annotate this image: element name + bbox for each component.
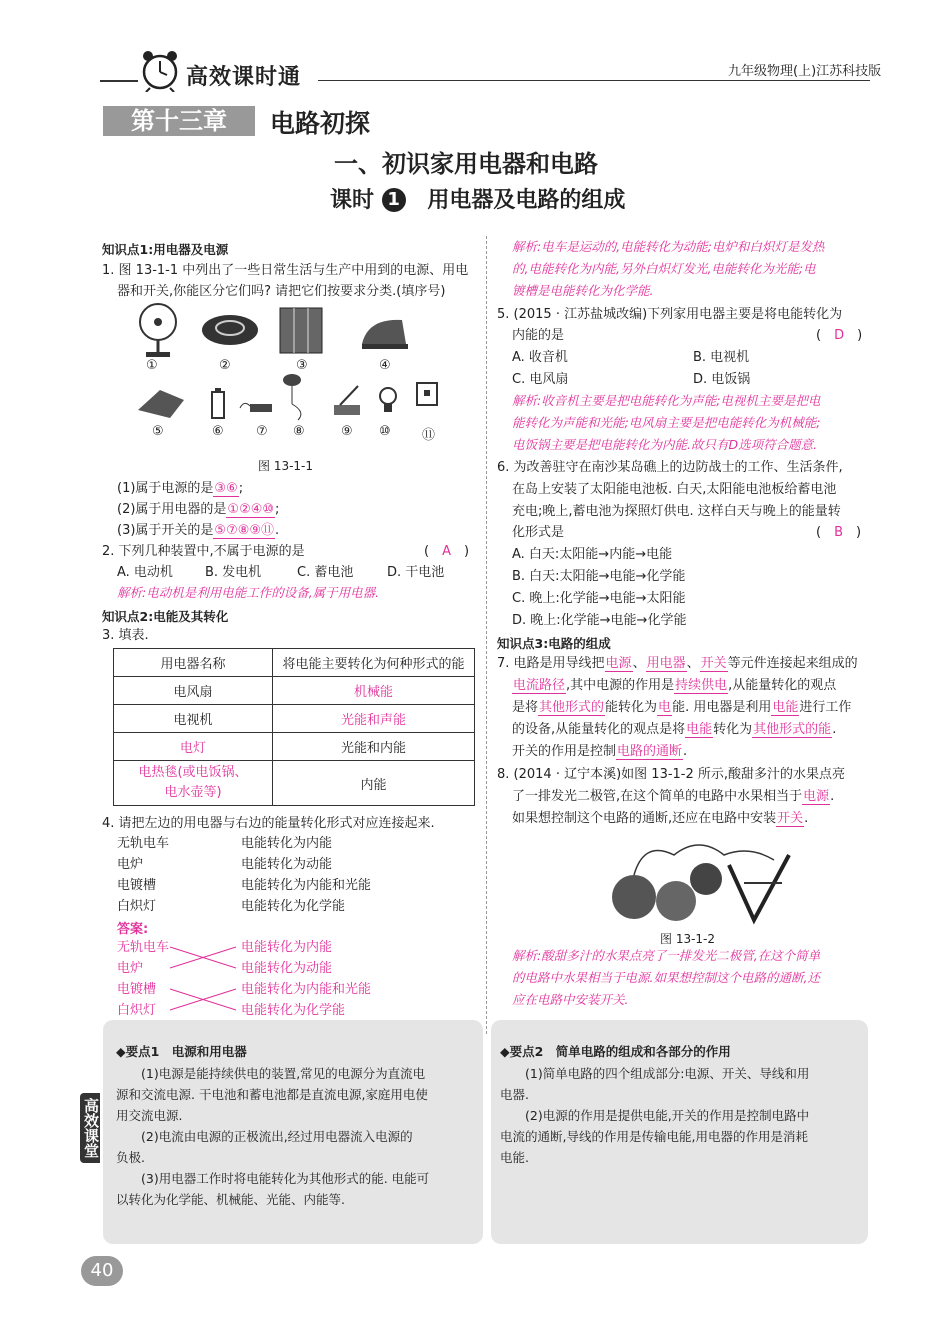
- figure-2-caption: 图 13-1-2: [660, 932, 716, 946]
- key-point-1-text: [116, 1063, 476, 1210]
- q7-text: 能转化为: [605, 700, 658, 715]
- q8-text: .: [830, 789, 835, 804]
- header-rule: [100, 80, 138, 82]
- answer-left-item: 电炉: [117, 961, 144, 976]
- box2-line: 电能.: [500, 1150, 529, 1165]
- answer-right-item: 电能转化为内能和光能: [241, 982, 372, 997]
- q4-left-item: 无轨电车: [117, 836, 170, 851]
- q7-text: 转化为: [713, 722, 753, 737]
- num-6: ⑥: [212, 424, 224, 439]
- box1-line: 负极.: [116, 1150, 145, 1165]
- q6-opt-b: B. 白天:太阳能→电能→化学能: [512, 569, 686, 584]
- iron-icon: [362, 320, 408, 349]
- q5-explanation-1: 解析:收音机主要是把电能转化为声能;电视机主要是把电: [512, 393, 821, 408]
- table-cell: 电风扇: [114, 677, 273, 705]
- q2-stem: 2. 下列几种装置中,不属于电源的是: [102, 544, 305, 559]
- box1-line: (2)电流由电源的正极流出,经过用电器流入电源的: [141, 1129, 413, 1144]
- clock-icon: [138, 48, 182, 92]
- knowledge-point-3: 知识点3:电路的组成: [497, 636, 611, 651]
- push-button-icon: [240, 403, 272, 412]
- section-title: 一、初识家用电器和电路: [334, 150, 598, 178]
- lesson-title: [330, 183, 625, 214]
- num-9: ⑨: [341, 424, 353, 439]
- num-3: ③: [296, 358, 308, 373]
- q5-opt-b: B. 电视机: [693, 350, 750, 365]
- q2-explanation: 解析:电动机是利用电能工作的设备,属于用电器.: [117, 585, 380, 600]
- q1b: (2)属于用电器的是①②④⑩;: [117, 502, 280, 517]
- q6-line3: 充电;晚上,蓄电池为探照灯供电. 这样白天与晚上的能量转: [512, 504, 841, 519]
- knowledge-point-2: 知识点2:电能及其转化: [102, 609, 229, 624]
- q2-opt-a: A. 电动机: [117, 565, 173, 580]
- q7-blank: 电路的通断: [617, 744, 683, 759]
- answer-left-item: 白炽灯: [117, 1003, 157, 1018]
- q4-left-item: 电镀槽: [117, 878, 157, 893]
- q7-text: 等元件连接起来组成的: [727, 656, 858, 671]
- q7-text: 开关的作用是控制: [512, 744, 617, 759]
- q7-blank: 用电器: [646, 656, 686, 671]
- q2-answer-value: A: [442, 544, 451, 559]
- light-bulb-icon: [380, 388, 396, 412]
- chapter-title: 电路初探: [270, 109, 371, 138]
- box1-line: (3)用电器工作时将电能转化为其他形式的能. 电能可: [141, 1171, 430, 1186]
- q5-explanation-2: 能转化为声能和光能;电风扇主要是把电能转化为机械能;: [512, 415, 821, 430]
- q1-line2: 器和开关,你能区分它们吗? 请把它们按要求分类.(填序号): [117, 284, 446, 299]
- q5-opt-c: C. 电风扇: [512, 372, 569, 387]
- pull-switch-icon: [283, 374, 301, 420]
- q5-opt-a: A. 收音机: [512, 350, 568, 365]
- q8-line2: [512, 786, 834, 807]
- fruit-icon: [690, 863, 722, 895]
- answer-label: 答案:: [117, 922, 149, 937]
- q4-right-list: [241, 833, 371, 917]
- brand-title: 高效课时通: [186, 65, 302, 90]
- q8-text: 了一排发光二极管,在这个简单的电路中水果相当于: [512, 789, 803, 804]
- q7-blank: 电流路径: [513, 678, 566, 693]
- q7-line2: [512, 675, 836, 696]
- q7-line5: [512, 741, 687, 762]
- q2-opt-c: C. 蓄电池: [297, 565, 354, 580]
- q4-left-item: 白炽灯: [117, 899, 157, 914]
- table-cell: 光能和内能: [273, 733, 475, 761]
- q7-blank: 电源: [605, 656, 632, 671]
- fan-icon: [140, 304, 176, 357]
- q7-text: 进行工作: [799, 700, 852, 715]
- box2-line: (2)电源的作用是提供电能,开关的作用是控制电路中: [525, 1108, 810, 1123]
- q4-right-item: 电能转化为化学能: [241, 899, 346, 914]
- table-cell: 电视机: [114, 705, 273, 733]
- figure-13-1-2: [604, 835, 794, 925]
- q7-text: .: [832, 722, 837, 737]
- answer-right-item: 电能转化为内能: [241, 940, 333, 955]
- table-cell: 内能: [273, 761, 475, 806]
- answer-right-item: 电能转化为动能: [241, 961, 333, 976]
- q4-left-list: [117, 833, 169, 917]
- q1c-answer: ⑤⑦⑧⑨⑪: [214, 523, 275, 538]
- battery-icon: [212, 388, 224, 418]
- q4-explanation-1: 解析:电车是运动的,电能转化为动能;电炉和白炽灯是发热: [512, 239, 825, 254]
- q1a: (1)属于电源的是③⑥;: [117, 481, 244, 496]
- q1b-text: (2)属于用电器的是: [117, 502, 227, 517]
- q8-text: .: [804, 811, 809, 826]
- q8-explanation-1: 解析:酸甜多汁的水果点亮了一排发光二极管,在这个简单: [512, 948, 821, 963]
- key-point-2-text: [500, 1063, 860, 1168]
- switch-icon: [138, 390, 184, 418]
- q7-text: 的设备,从能量转化的观点是将: [512, 722, 686, 737]
- answer-left-item: 电镀槽: [117, 982, 157, 997]
- answer-right-item: 电能转化为化学能: [241, 1003, 346, 1018]
- q5-explanation-3: 电饭锅主要是把电能转化为内能.故只有D选项符合题意.: [512, 437, 818, 452]
- q8-line3: [512, 808, 808, 829]
- num-11: ⑪: [422, 428, 436, 443]
- num-7: ⑦: [256, 424, 268, 439]
- q5-opt-d: D. 电饭锅: [693, 372, 751, 387]
- q1a-text: (1)属于电源的是: [117, 481, 214, 496]
- edition-label: 九年级物理(上)江苏科技版: [728, 64, 882, 79]
- q4-answer-right: [241, 937, 371, 1021]
- box2-line: (1)简单电路的四个组成部分:电源、开关、导线和用: [525, 1066, 810, 1081]
- q1c-text: (3)属于开关的是: [117, 523, 214, 538]
- num-5: ⑤: [152, 424, 164, 439]
- q8-blank: 开关: [777, 811, 804, 826]
- num-8: ⑧: [293, 424, 305, 439]
- q7-line4: [512, 719, 836, 740]
- figure-13-1-1: [130, 300, 450, 445]
- battery-pack-icon: [280, 308, 322, 353]
- table-cell-answer: 电热毯(或电饭锅、电水壶等): [114, 761, 273, 806]
- q6-line2: 在岛上安装了太阳能电池板. 白天,太阳能电池板给蓄电池: [512, 482, 837, 497]
- lesson-name: 用电器及电路的组成: [427, 188, 626, 213]
- q4-explanation-3: 镀槽是电能转化为化学能.: [512, 283, 654, 298]
- table-cell-answer: 机械能: [273, 677, 475, 705]
- num-2: ②: [219, 358, 231, 373]
- q7-blank: 持续供电: [675, 678, 728, 693]
- q8-explanation-2: 的电路中水果相当于电源.如果想控制这个电路的通断,还: [512, 970, 820, 985]
- q3-stem: 3. 填表.: [102, 628, 149, 643]
- q7-line1: [497, 653, 858, 674]
- q2-opt-b: B. 发电机: [205, 565, 262, 580]
- chapter-number: 第十三章: [103, 106, 255, 136]
- q7-text: 7. 电路是用导线把: [497, 656, 605, 671]
- knowledge-point-1: 知识点1:用电器及电源: [102, 242, 229, 257]
- q7-text: 、: [632, 656, 646, 671]
- q4-answer-left: [117, 937, 169, 1021]
- table-header-2: 将电能主要转化为何种形式的能: [273, 649, 475, 677]
- induction-cooker-icon: [202, 315, 258, 345]
- q7-text: ,从能量转化的观点: [728, 678, 837, 693]
- q5-answer: ( D ): [816, 328, 863, 343]
- lesson-prefix: 课时: [330, 188, 375, 213]
- q7-blank: 电能: [772, 700, 799, 715]
- q6-answer: ( B ): [816, 525, 862, 540]
- q7-text: .: [683, 744, 688, 759]
- fruit-icon: [612, 875, 656, 919]
- q4-match-lines: [168, 937, 238, 1021]
- box1-line: (1)电源是能持续供电的装置,常见的电源分为直流电: [141, 1066, 426, 1081]
- q6-opt-c: C. 晚上:化学能→电能→太阳能: [512, 591, 686, 606]
- q7-line3: [512, 697, 851, 718]
- box1-line: 以转化为化学能、机械能、光能、内能等.: [116, 1192, 345, 1207]
- key-point-2-title: ◆要点2 简单电路的组成和各部分的作用: [500, 1044, 731, 1059]
- q2-answer: ( A ): [424, 544, 470, 559]
- q1b-answer: ①②④⑩: [227, 502, 275, 517]
- q8-text: 如果想控制这个电路的通断,还应在电路中安装: [512, 811, 777, 826]
- page-number: 40: [81, 1256, 123, 1286]
- table-cell-answer: 光能和声能: [273, 705, 475, 733]
- box2-line: 电器.: [500, 1087, 529, 1102]
- q1a-answer: ③⑥: [214, 481, 238, 496]
- answer-left-item: 无轨电车: [117, 940, 170, 955]
- q4-right-item: 电能转化为动能: [241, 857, 333, 872]
- q2-opt-d: D. 干电池: [387, 565, 445, 580]
- num-10: ⑩: [379, 424, 391, 439]
- fruit-icon: [656, 881, 696, 921]
- box2-line: 电流的通断,导线的作用是传输电能,用电器的作用是消耗: [500, 1129, 808, 1144]
- q1-line1: 1. 图 13-1-1 中列出了一些日常生活与生产中用到的电源、用电: [102, 263, 469, 278]
- q7-blank: 其他形式的能: [753, 722, 832, 737]
- q5-line2: 内能的是: [512, 328, 565, 343]
- table-header-1: 用电器名称: [114, 649, 273, 677]
- header-rule-right: [318, 80, 870, 81]
- q6-opt-d: D. 晚上:化学能→电能→化学能: [512, 613, 687, 628]
- q7-text: 、: [686, 656, 700, 671]
- q6-answer-value: B: [834, 525, 843, 540]
- q4-stem: 4. 请把左边的用电器与右边的能量转化形式对应连接起来.: [102, 816, 435, 831]
- q7-text: ,其中电源的作用是: [566, 678, 675, 693]
- q4-right-item: 电能转化为内能和光能: [241, 878, 372, 893]
- knife-switch-icon: [334, 386, 360, 415]
- column-divider: [486, 236, 487, 1034]
- q7-text: 能. 用电器是利用: [672, 700, 772, 715]
- q6-line4: 化形式是: [512, 525, 565, 540]
- side-tab: 高效课堂: [80, 1093, 100, 1163]
- figure-1-caption: 图 13-1-1: [258, 459, 314, 473]
- energy-table: [113, 648, 475, 806]
- q6-line1: 6. 为改善驻守在南沙某岛礁上的边防战士的工作、生活条件,: [497, 460, 843, 475]
- led-row-icon: [729, 855, 789, 920]
- num-4: ④: [379, 358, 391, 373]
- q7-blank: 电能: [686, 722, 713, 737]
- q4-right-item: 电能转化为内能: [241, 836, 333, 851]
- q8-line1: 8. (2014 · 辽宁本溪)如图 13-1-2 所示,酸甜多汁的水果点亮: [497, 767, 846, 782]
- q6-opt-a: A. 白天:太阳能→内能→电能: [512, 547, 673, 562]
- box1-line: 用交流电源.: [116, 1108, 183, 1123]
- num-1: ①: [146, 358, 158, 373]
- wall-switch-icon: [417, 383, 437, 405]
- q5-answer-value: D: [834, 328, 845, 343]
- q7-blank: 其他形式的: [539, 700, 605, 715]
- q7-blank: 开关: [700, 656, 727, 671]
- box1-line: 源和交流电源. 干电池和蓄电池都是直流电源,家庭用电使: [116, 1087, 428, 1102]
- lesson-number: 1: [382, 188, 406, 212]
- q7-blank: 电: [658, 700, 672, 715]
- q7-text: 是将: [512, 700, 539, 715]
- key-point-1-title: ◆要点1 电源和用电器: [116, 1044, 247, 1059]
- table-cell-answer: 电灯: [114, 733, 273, 761]
- q1c: (3)属于开关的是⑤⑦⑧⑨⑪.: [117, 523, 280, 538]
- q4-explanation-2: 的,电能转化为内能,另外白炽灯发光,电能转化为光能;电: [512, 261, 816, 276]
- q5-line1: 5. (2015 · 江苏盐城改编)下列家用电器主要是将电能转化为: [497, 307, 843, 322]
- q8-blank: 电源: [803, 789, 830, 804]
- q4-left-item: 电炉: [117, 857, 144, 872]
- q8-explanation-3: 应在电路中安装开关.: [512, 992, 629, 1007]
